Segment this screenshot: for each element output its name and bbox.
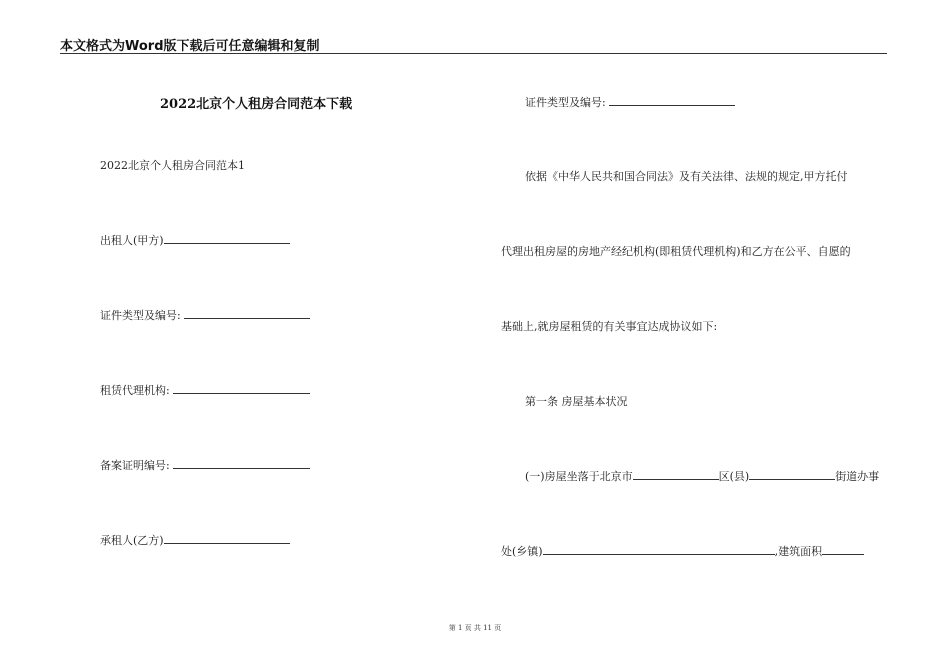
lessor-blank [164,231,290,244]
id-type-label: 证件类型及编号: [100,309,181,322]
street-office-label: 街道办事 [835,470,880,483]
location-line [525,467,879,484]
document-title: 2022北京个人租房合同范本下载 [160,97,353,112]
header-divider [60,53,887,54]
filing-line [100,456,310,473]
lessee-line [100,531,290,548]
agency-line [100,381,310,398]
area-label: ,建筑面积 [774,545,823,558]
paragraph-2: 代理出租房屋的房地产经纪机构(即租赁代理机构)和乙方在公平、自愿的 [501,245,851,258]
contract-subtitle: 2022北京个人租房合同范本1 [100,159,245,172]
location-city-label: (一)房屋坐落于北京市 [525,470,633,483]
lessee-id-type-blank [609,93,735,106]
id-type-blank [184,306,310,319]
lessee-id-type-label: 证件类型及编号: [525,96,606,109]
lessor-label: 出租人(甲方) [100,234,164,247]
township-label: 处(乡镇) [501,545,543,558]
lessee-id-type-line [525,93,735,110]
document-header: 本文格式为Word版下载后可任意编辑和复制 [60,39,320,54]
filing-blank [173,456,310,469]
district-label: 区(县) [718,470,750,483]
agency-label: 租赁代理机构: [100,384,170,397]
district-blank [633,467,719,480]
filing-label: 备案证明编号: [100,459,170,472]
township-line [501,542,864,559]
id-type-line [100,306,310,323]
article-1-heading: 第一条 房屋基本状况 [525,395,628,408]
area-blank [822,542,864,555]
page-number: 第 1 页 共 11 页 [448,624,502,632]
lessee-label: 承租人(乙方) [100,534,164,547]
township-blank [543,542,775,555]
street-blank [749,467,835,480]
paragraph-1: 依据《中华人民共和国合同法》及有关法律、法规的规定,甲方托付 [525,170,848,183]
lessor-line [100,231,290,248]
agency-blank [173,381,310,394]
lessee-blank [164,531,290,544]
paragraph-3: 基础上,就房屋租赁的有关事宜达成协议如下: [501,320,718,333]
